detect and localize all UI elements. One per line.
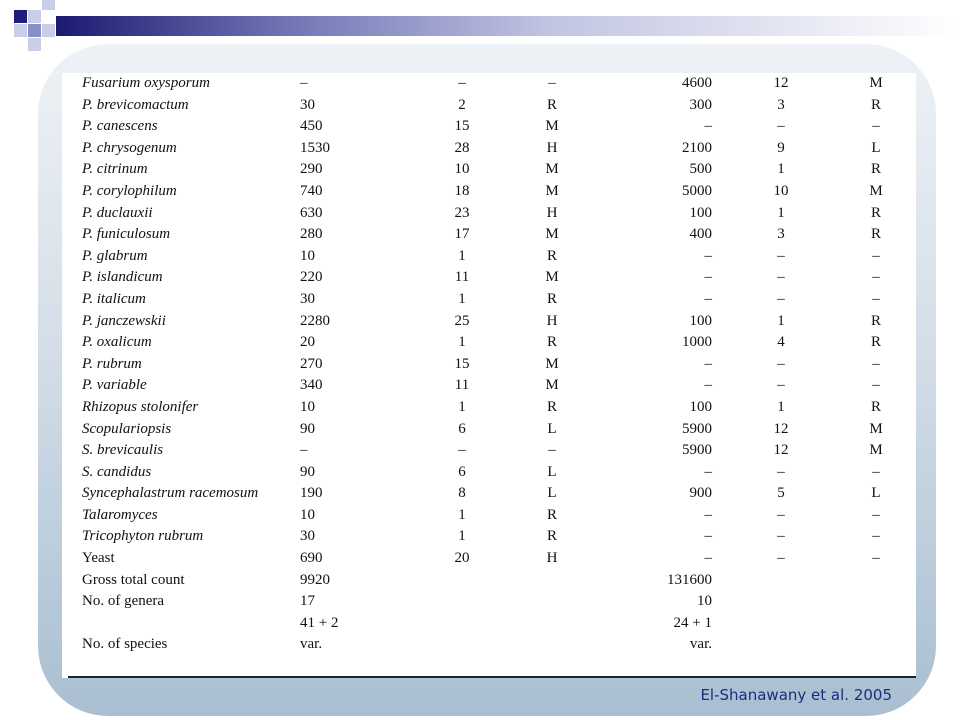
value-cell-c3: H — [546, 204, 558, 221]
value-cell-c5: – — [777, 118, 785, 135]
value-cell-c1: var. — [300, 636, 323, 653]
table-row — [82, 311, 916, 333]
value-cell-c5: – — [777, 355, 785, 372]
value-cell-c5 — [726, 570, 836, 592]
species-name-cell: Syncephalastrum racemosum — [82, 485, 259, 502]
value-cell-c6: – — [872, 550, 880, 567]
table-row — [82, 505, 916, 527]
value-cell-c5: 1 — [777, 312, 785, 329]
table-row — [82, 73, 916, 95]
value-cell-c1: 270 — [300, 355, 323, 372]
table-row — [82, 159, 916, 181]
value-cell-c3: – — [548, 442, 556, 459]
species-name-cell: P. variable — [82, 377, 147, 394]
value-cell-c3: M — [545, 118, 559, 135]
citation-text: El-Shanawany et al. 2005 — [700, 686, 892, 704]
value-cell-c1: – — [300, 442, 308, 459]
value-cell-c6: R — [870, 161, 881, 178]
value-cell-c4: – — [704, 528, 712, 545]
value-cell-c4: 5900 — [682, 442, 712, 459]
value-cell-c1: 10 — [300, 398, 315, 415]
value-cell-c2: 17 — [454, 226, 470, 243]
decor-square — [28, 10, 41, 23]
value-cell-c4: 100 — [689, 312, 712, 329]
species-name-cell: P. chrysogenum — [82, 139, 177, 156]
value-cell-c5: 5 — [777, 485, 785, 502]
species-name-cell: P. funiculosum — [82, 226, 171, 243]
value-cell-c2: 2 — [458, 96, 466, 113]
table-row — [82, 181, 916, 203]
table-row — [82, 95, 916, 117]
value-cell-c4: – — [704, 377, 712, 394]
value-cell-c3: M — [545, 355, 559, 372]
value-cell-c5: – — [777, 269, 785, 286]
value-cell-c3: R — [546, 398, 557, 415]
value-cell-c1: 17 — [300, 593, 315, 610]
species-name-cell: Gross total count — [82, 571, 185, 588]
value-cell-c1: 9920 — [300, 571, 330, 588]
value-cell-c3 — [512, 591, 592, 613]
value-cell-c1: 630 — [300, 204, 323, 221]
value-cell-c2: 1 — [458, 506, 466, 523]
value-cell-c6: R — [870, 226, 881, 243]
value-cell-c5 — [726, 634, 836, 656]
table-row — [82, 613, 916, 635]
value-cell-c6: M — [869, 75, 883, 91]
value-cell-c6: – — [872, 118, 880, 135]
value-cell-c6: – — [872, 269, 880, 286]
value-cell-c2: 23 — [454, 204, 470, 221]
value-cell-c3: M — [545, 161, 559, 178]
value-cell-c2 — [412, 634, 512, 656]
value-cell-c6: – — [872, 247, 880, 264]
value-cell-c1: 280 — [300, 226, 323, 243]
table-row — [82, 246, 916, 268]
value-cell-c2: 1 — [458, 290, 466, 307]
value-cell-c2: 6 — [458, 420, 466, 437]
value-cell-c5: 1 — [777, 398, 785, 415]
value-cell-c3 — [512, 613, 592, 635]
value-cell-c2 — [412, 591, 512, 613]
value-cell-c2: 6 — [458, 463, 466, 480]
species-name-cell: P. oxalicum — [82, 334, 152, 351]
table-row — [82, 548, 916, 570]
value-cell-c5: – — [777, 247, 785, 264]
value-cell-c6: L — [871, 485, 881, 502]
species-name-cell: S. candidus — [82, 463, 152, 480]
value-cell-c2: 15 — [454, 355, 470, 372]
value-cell-c2: – — [458, 75, 466, 91]
value-cell-c6: M — [869, 442, 883, 459]
value-cell-c4: – — [704, 463, 712, 480]
species-name-cell: P. rubrum — [82, 355, 142, 372]
value-cell-c6: R — [870, 398, 881, 415]
value-cell-c2: 11 — [454, 269, 470, 286]
value-cell-c5: – — [777, 463, 785, 480]
value-cell-c4: 131600 — [667, 571, 712, 588]
value-cell-c4: – — [704, 355, 712, 372]
value-cell-c2 — [412, 570, 512, 592]
value-cell-c6: – — [872, 377, 880, 394]
value-cell-c2: 1 — [458, 528, 466, 545]
decor-square — [28, 24, 41, 37]
value-cell-c5 — [726, 613, 836, 635]
value-cell-c3: H — [546, 550, 558, 567]
table-body — [82, 73, 916, 656]
value-cell-c6: R — [870, 204, 881, 221]
value-cell-c5: 9 — [777, 139, 785, 156]
value-cell-c6 — [836, 570, 916, 592]
value-cell-c2: 20 — [454, 550, 470, 567]
value-cell-c1: 190 — [300, 485, 323, 502]
value-cell-c3: R — [546, 528, 557, 545]
table-row — [82, 397, 916, 419]
value-cell-c6: – — [872, 355, 880, 372]
table-row — [82, 332, 916, 354]
value-cell-c2: 11 — [454, 377, 470, 394]
value-cell-c3: L — [547, 485, 557, 502]
table-row — [82, 138, 916, 160]
table-row — [82, 440, 916, 462]
species-name-cell: Yeast — [82, 550, 115, 567]
value-cell-c1: 30 — [300, 96, 315, 113]
value-cell-c5: – — [777, 506, 785, 523]
value-cell-c2: 1 — [458, 334, 466, 351]
value-cell-c4: 24 + 1 — [673, 614, 712, 631]
value-cell-c5: 1 — [777, 161, 785, 178]
value-cell-c3: H — [546, 139, 558, 156]
value-cell-c1: 740 — [300, 182, 323, 199]
value-cell-c5: 3 — [777, 96, 785, 113]
value-cell-c5: 12 — [773, 442, 789, 459]
value-cell-c4: – — [704, 247, 712, 264]
table-row — [82, 203, 916, 225]
value-cell-c6: – — [872, 463, 880, 480]
value-cell-c6: – — [872, 506, 880, 523]
fungi-count-table — [62, 73, 916, 678]
value-cell-c1: 220 — [300, 269, 323, 286]
table-row — [82, 116, 916, 138]
value-cell-c1: 90 — [300, 463, 315, 480]
species-name-cell: P. brevicomactum — [82, 96, 189, 113]
value-cell-c1: 10 — [300, 247, 315, 264]
value-cell-c5: 3 — [777, 226, 785, 243]
value-cell-c4: 100 — [689, 398, 712, 415]
value-cell-c1: 690 — [300, 550, 323, 567]
value-cell-c4: – — [704, 118, 712, 135]
value-cell-c5: 12 — [773, 420, 789, 437]
value-cell-c4: 5000 — [682, 182, 712, 199]
value-cell-c5: – — [777, 377, 785, 394]
species-name-cell: P. islandicum — [82, 269, 163, 286]
species-name-cell: Fusarium oxysporum — [82, 75, 210, 91]
table-row — [82, 483, 916, 505]
decor-square — [14, 10, 27, 23]
value-cell-c2: 25 — [454, 312, 470, 329]
table-row — [82, 289, 916, 311]
value-cell-c1: 30 — [300, 290, 315, 307]
species-name-cell: Rhizopus stolonifer — [82, 398, 199, 415]
species-name-cell: P. duclauxii — [82, 204, 153, 221]
value-cell-c6 — [836, 634, 916, 656]
value-cell-c6 — [836, 613, 916, 635]
value-cell-c6: M — [869, 182, 883, 199]
species-name-cell: P. citrinum — [82, 161, 148, 178]
value-cell-c6: – — [872, 290, 880, 307]
value-cell-c1: 20 — [300, 334, 315, 351]
value-cell-c4: – — [704, 506, 712, 523]
value-cell-c4: 5900 — [682, 420, 712, 437]
value-cell-c5: 10 — [773, 182, 789, 199]
table-row — [82, 634, 916, 656]
value-cell-c6: L — [871, 139, 881, 156]
species-name-cell: P. corylophilum — [82, 182, 177, 199]
value-cell-c4: – — [704, 269, 712, 286]
value-cell-c6: – — [872, 528, 880, 545]
species-name-cell: Talaromyces — [82, 506, 158, 523]
value-cell-c6: R — [870, 312, 881, 329]
data-table — [82, 73, 916, 656]
table-row — [82, 419, 916, 441]
value-cell-c2: 10 — [454, 161, 470, 178]
table-bottom-rule — [68, 676, 916, 678]
value-cell-c1: 450 — [300, 118, 323, 135]
table-row — [82, 462, 916, 484]
value-cell-c2 — [412, 613, 512, 635]
value-cell-c4: – — [704, 550, 712, 567]
species-name-cell: P. glabrum — [82, 247, 148, 264]
value-cell-c2: 28 — [454, 139, 470, 156]
species-name-cell: No. of species — [82, 636, 168, 653]
value-cell-c6 — [836, 591, 916, 613]
value-cell-c5: – — [777, 290, 785, 307]
value-cell-c1: 290 — [300, 161, 323, 178]
value-cell-c1: 30 — [300, 528, 315, 545]
value-cell-c4: 500 — [689, 161, 712, 178]
decor-square — [28, 38, 41, 51]
species-name-cell: P. italicum — [82, 290, 146, 307]
table-row — [82, 224, 916, 246]
value-cell-c1: 41 + 2 — [300, 614, 339, 631]
decor-square — [42, 24, 55, 37]
value-cell-c4: var. — [689, 636, 712, 653]
value-cell-c5: – — [777, 550, 785, 567]
table-row — [82, 354, 916, 376]
value-cell-c5: 4 — [777, 334, 785, 351]
value-cell-c3: H — [546, 312, 558, 329]
value-cell-c2: 15 — [454, 118, 470, 135]
value-cell-c4: 900 — [689, 485, 712, 502]
value-cell-c3 — [512, 634, 592, 656]
value-cell-c4: – — [704, 290, 712, 307]
table-row — [82, 526, 916, 548]
value-cell-c5 — [726, 591, 836, 613]
decor-square — [14, 24, 27, 37]
value-cell-c6: M — [869, 420, 883, 437]
value-cell-c3: R — [546, 334, 557, 351]
value-cell-c5: 12 — [773, 75, 789, 91]
species-name-cell — [82, 613, 300, 635]
value-cell-c4: 10 — [697, 593, 712, 610]
table-row — [82, 267, 916, 289]
value-cell-c4: 1000 — [682, 334, 712, 351]
value-cell-c3: M — [545, 269, 559, 286]
decor-square — [42, 0, 55, 10]
table-row — [82, 570, 916, 592]
value-cell-c1: – — [300, 75, 308, 91]
value-cell-c4: 2100 — [682, 139, 712, 156]
value-cell-c4: 400 — [689, 226, 712, 243]
value-cell-c6: R — [870, 96, 881, 113]
value-cell-c3: L — [547, 420, 557, 437]
value-cell-c3 — [512, 570, 592, 592]
value-cell-c2: 18 — [454, 182, 470, 199]
value-cell-c3: L — [547, 463, 557, 480]
value-cell-c3: R — [546, 290, 557, 307]
table-row — [82, 591, 916, 613]
value-cell-c1: 1530 — [300, 139, 330, 156]
value-cell-c3: M — [545, 182, 559, 199]
species-name-cell: Scopulariopsis — [82, 420, 172, 437]
value-cell-c5: 1 — [777, 204, 785, 221]
value-cell-c2: 8 — [458, 485, 466, 502]
value-cell-c2: 1 — [458, 398, 466, 415]
value-cell-c1: 340 — [300, 377, 323, 394]
header-gradient-bar — [56, 16, 960, 36]
value-cell-c3: R — [546, 96, 557, 113]
value-cell-c4: 4600 — [682, 75, 712, 91]
value-cell-c1: 2280 — [300, 312, 330, 329]
value-cell-c3: – — [548, 75, 556, 91]
value-cell-c3: M — [545, 226, 559, 243]
value-cell-c2: 1 — [458, 247, 466, 264]
value-cell-c2: – — [458, 442, 466, 459]
value-cell-c5: – — [777, 528, 785, 545]
value-cell-c1: 10 — [300, 506, 315, 523]
species-name-cell: P. janczewskii — [82, 312, 166, 329]
value-cell-c4: 100 — [689, 204, 712, 221]
table-row — [82, 375, 916, 397]
value-cell-c3: M — [545, 377, 559, 394]
species-name-cell: No. of genera — [82, 593, 165, 610]
value-cell-c1: 90 — [300, 420, 315, 437]
value-cell-c3: R — [546, 506, 557, 523]
species-name-cell: Tricophyton rubrum — [82, 528, 204, 545]
value-cell-c3: R — [546, 247, 557, 264]
species-name-cell: S. brevicaulis — [82, 442, 164, 459]
species-name-cell: P. canescens — [82, 118, 158, 135]
value-cell-c6: R — [870, 334, 881, 351]
value-cell-c4: 300 — [689, 96, 712, 113]
